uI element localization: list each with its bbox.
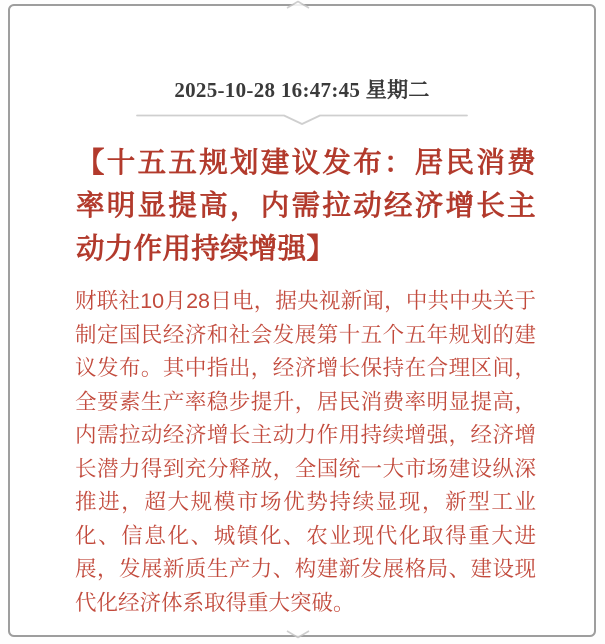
card-top-notch-icon (286, 0, 310, 9)
divider-notch-icon (136, 113, 468, 127)
timestamp: 2025-10-28 16:47:45 星期二 (174, 78, 430, 102)
article-body: 财联社10月28日电，据央视新闻，中共中央关于制定国民经济和社会发展第十五个五年规划的建议发布。其中指出，经济增长保持在合理区间，全要素生产率稳步提升，居民消费率明显提高，内需拉动经济增长主动力作用持续增强，经济增长潜力得到充分释放，全国统一大市场建设纵深推进，超大规模市场优势持续显现，新型工业化、信息化、城镇化、农业现代化取得重大进展，发展新质生产力、构建新发展格局、建设现代化经济体系取得重大突破。 (75, 289, 536, 615)
news-card (8, 4, 596, 637)
card-bottom-notch-icon (286, 630, 310, 639)
headline: 【十五五规划建议发布：居民消费率明显提高，内需拉动经济增长主动力作用持续增强】 (76, 148, 536, 265)
